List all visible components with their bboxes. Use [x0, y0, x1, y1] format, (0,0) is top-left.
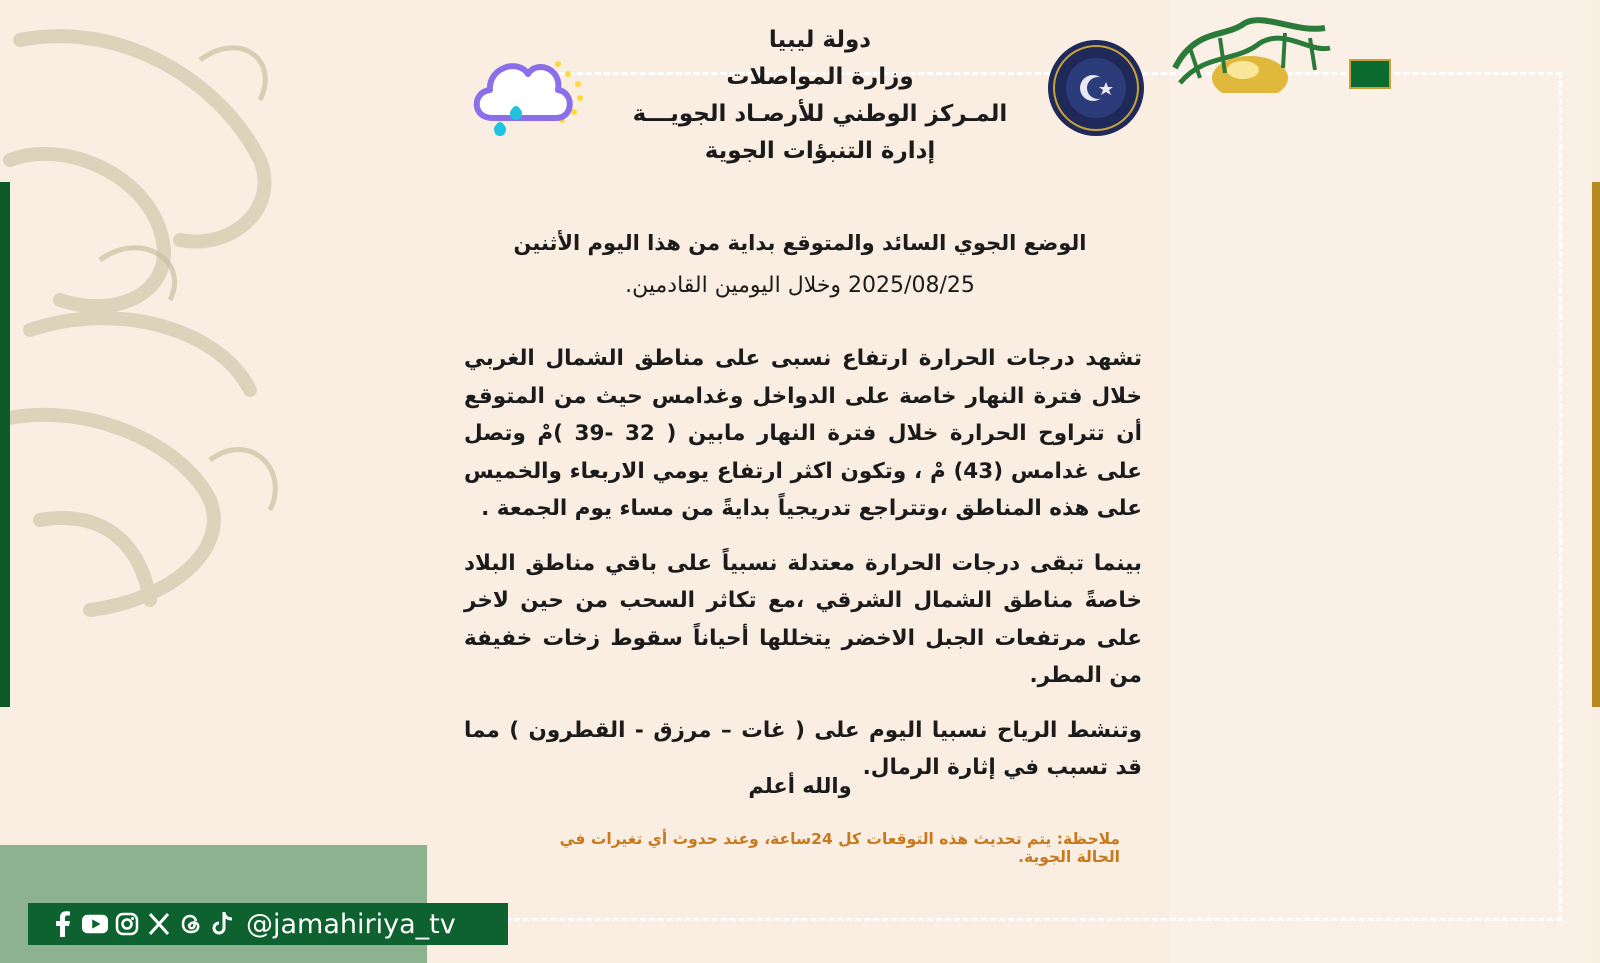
x-icon[interactable]: [146, 911, 172, 937]
header-block: [620, 22, 1020, 170]
paragraph-temperature-east: بينما تبقى درجات الحرارة معتدلة نسبياً على باقي مناطق البلاد خاصةً مناطق الشمال الشرقي ،مع تكاثر السحب من حين لاخر على مرتفعات الجبل الاخضر يتخللها أحياناً سقوط زخات خفيفة من المطر.: [464, 550, 1142, 688]
left-green-stripe: [0, 182, 10, 707]
header-ministry: وزارة المواصلات: [726, 64, 914, 90]
channel-logo: [1165, 8, 1335, 93]
youtube-icon[interactable]: [82, 911, 108, 937]
weather-rain-icon: [470, 40, 600, 140]
header-department: إدارة التنبؤات الجوية: [704, 138, 936, 164]
facebook-icon[interactable]: [50, 911, 76, 937]
social-handle[interactable]: @jamahiriya_tv: [246, 908, 456, 940]
ministry-seal: [1046, 38, 1146, 138]
header-country: دولة ليبيا: [768, 27, 872, 53]
bulletin-title: [450, 222, 1150, 308]
threads-icon[interactable]: [178, 911, 204, 937]
closing-phrase: والله أعلم: [748, 774, 852, 798]
header-center: المـركز الوطني للأرصـاد الجويـــة: [632, 101, 1008, 127]
instagram-icon[interactable]: [114, 911, 140, 937]
update-note: ملاحظة: يتم تحديث هذه التوقعات كل 24ساعة، وعند حدوث أي تغيرات في الحالة الجوية.: [559, 830, 1120, 866]
right-gold-stripe: [1591, 182, 1600, 707]
title-line-2: 2025/08/25 وخلال اليومين القادمين.: [625, 273, 975, 298]
title-line-1: الوضع الجوي السائد والمتوقع بداية من هذا اليوم الأثنين: [513, 231, 1087, 255]
corner-green-square: [1349, 59, 1391, 89]
calligraphy-decoration: [0, 0, 300, 700]
bulletin-body: [464, 340, 1142, 804]
paragraph-temperature-west: تشهد درجات الحرارة ارتفاع نسبى على مناطق الشمال الغربي خلال فترة النهار خاصة على الدواخل وغدامس حيث من المتوقع أن تتراوح الحرارة خلال فترة النهار مابين ( 32 -39 )مْ وتصل على غدامس (43) مْ ، وتكون اكثر ارتفاع يومي الاربعاء والخميس على هذه المناطق ،وتتراجع تدريجياً بدايةً من مساء يوم الجمعة .: [464, 346, 1142, 521]
tiktok-icon[interactable]: [210, 911, 236, 937]
paragraph-winds: وتنشط الرياح نسبيا اليوم على ( غات – مرزق - القطرون ) مما قد تسبب في إثارة الرمال.: [464, 717, 1142, 780]
social-bar: [28, 903, 508, 945]
